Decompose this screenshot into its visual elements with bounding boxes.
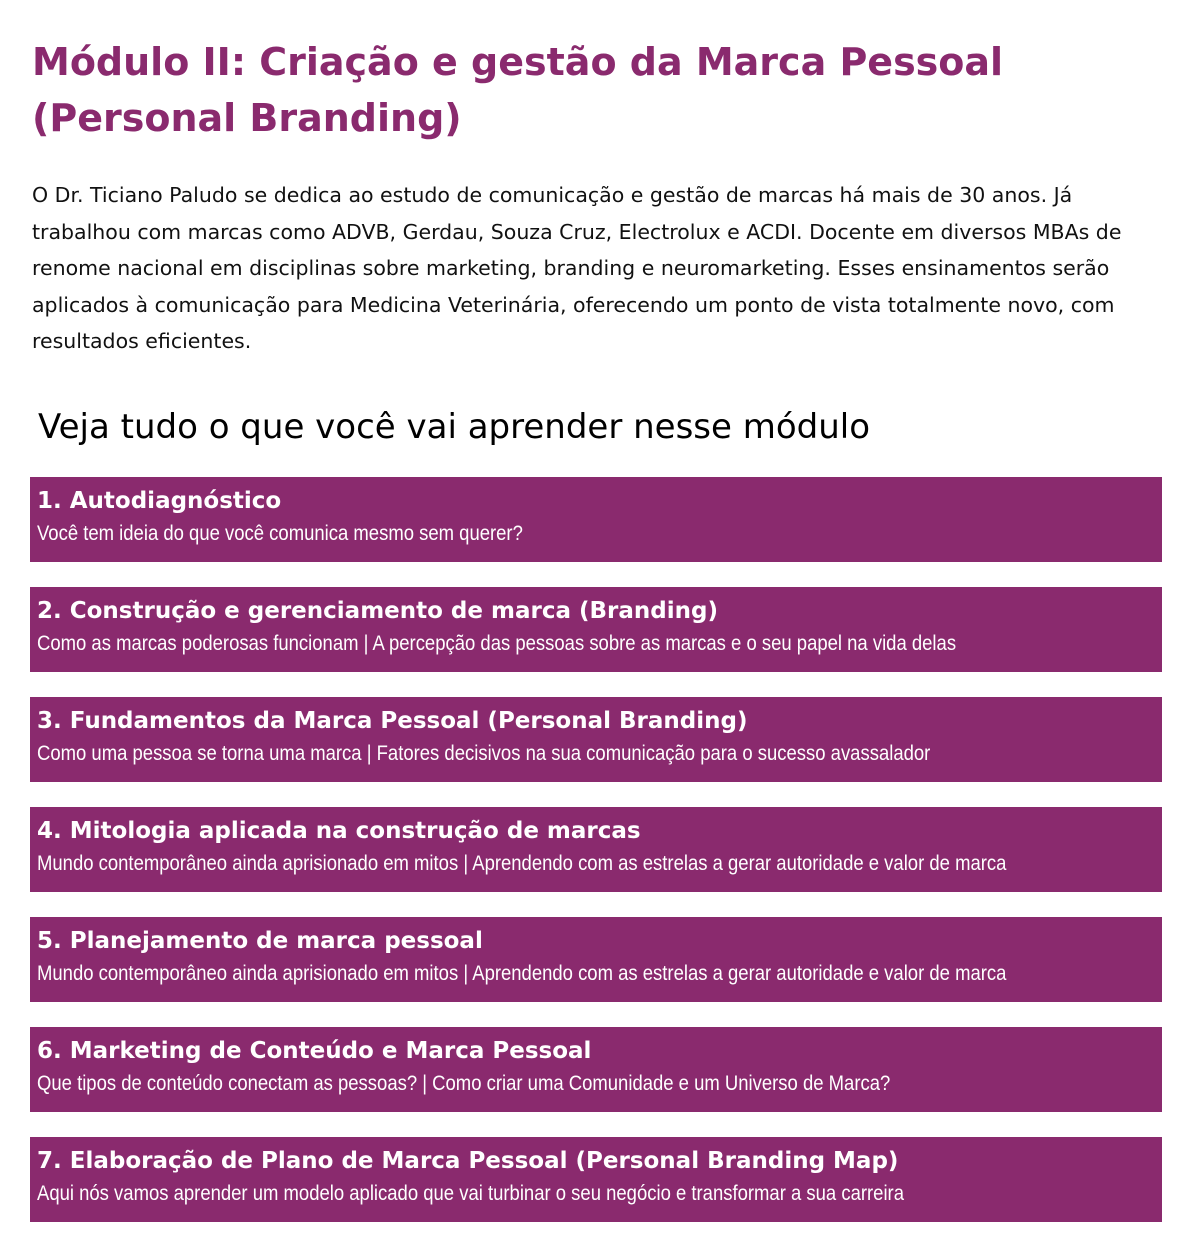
module-description: Aqui nós vamos aprender um modelo aplicado que vai turbinar o seu negócio e transformar a sua carreira bbox=[37, 1182, 904, 1205]
module-title: 3. Fundamentos da Marca Pessoal (Personal Branding) bbox=[37, 708, 748, 734]
section-heading: Veja tudo o que você vai aprender nesse módulo bbox=[38, 407, 871, 447]
intro-paragraph: O Dr. Ticiano Paludo se dedica ao estudo de comunicação e gestão de marcas há mais de 30 anos. Já trabalhou com marcas como ADVB, Gerdau, Souza Cruz, Electrolux e ACDI. Docente em diversos MBAs de renome nacional em disciplinas sobre marketing, branding e neuromarketing. Esses ensinamentos serão aplicados à comunicação para Medicina Veterinária, oferecendo um ponto de vista totalmente novo, com resultados eficientes. bbox=[32, 183, 1122, 353]
module-description: Mundo contemporâneo ainda aprisionado em mitos | Aprendendo com as estrelas a gerar autoridade e valor de marca bbox=[37, 852, 1007, 875]
module-item-3 bbox=[30, 697, 1162, 782]
module-item-6 bbox=[30, 1027, 1162, 1112]
module-description: Você tem ideia do que você comunica mesmo sem querer? bbox=[37, 522, 523, 545]
module-item-7 bbox=[30, 1137, 1162, 1222]
module-title: 1. Autodiagnóstico bbox=[37, 488, 282, 514]
module-title: 4. Mitologia aplicada na construção de marcas bbox=[37, 818, 641, 844]
module-description: Como uma pessoa se torna uma marca | Fatores decisivos na sua comunicação para o sucesso avassalador bbox=[37, 742, 931, 765]
module-item-1 bbox=[30, 477, 1162, 562]
module-item-2 bbox=[30, 587, 1162, 672]
module-title: 7. Elaboração de Plano de Marca Pessoal (Personal Branding Map) bbox=[37, 1148, 899, 1174]
page-title: Módulo II: Criação e gestão da Marca Pessoal (Personal Branding) bbox=[32, 40, 1004, 140]
module-description: Como as marcas poderosas funcionam | A percepção das pessoas sobre as marcas e o seu papel na vida delas bbox=[37, 632, 957, 655]
module-description: Que tipos de conteúdo conectam as pessoas? | Como criar uma Comunidade e um Universo de Marca? bbox=[37, 1072, 891, 1095]
module-item-4 bbox=[30, 807, 1162, 892]
module-title: 5. Planejamento de marca pessoal bbox=[37, 928, 483, 954]
module-description: Mundo contemporâneo ainda aprisionado em mitos | Aprendendo com as estrelas a gerar autoridade e valor de marca bbox=[37, 962, 1007, 985]
module-title: 2. Construção e gerenciamento de marca (Branding) bbox=[37, 598, 718, 624]
module-item-5 bbox=[30, 917, 1162, 1002]
module-title: 6. Marketing de Conteúdo e Marca Pessoal bbox=[37, 1038, 592, 1064]
module-list bbox=[30, 477, 1162, 1247]
